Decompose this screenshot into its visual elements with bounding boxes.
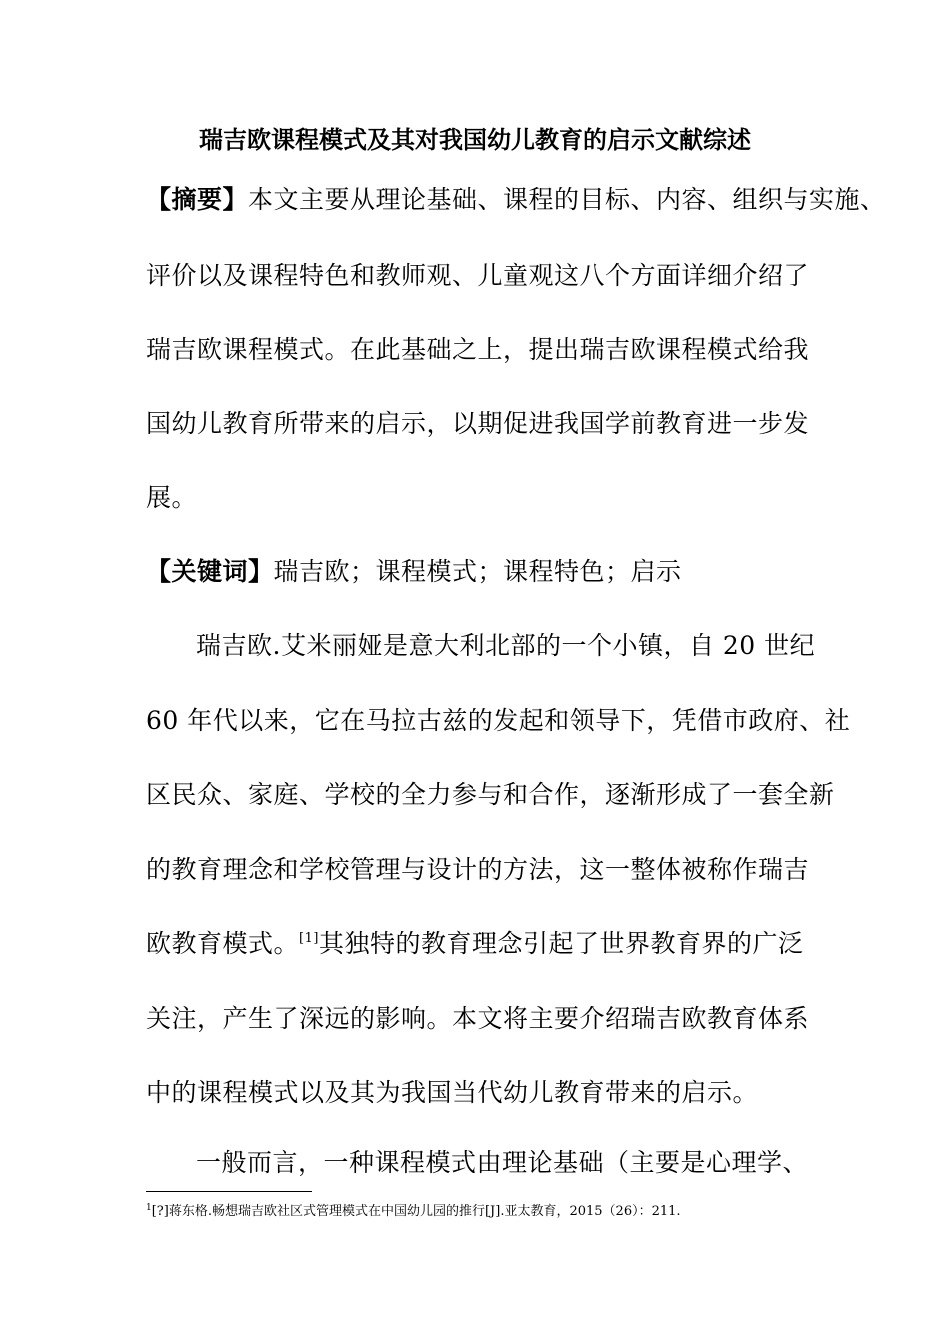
- para1-line-4: 的教育理念和学校管理与设计的方法，这一整体被称作瑞吉: [146, 855, 810, 884]
- abstract-line-5: 展。: [146, 483, 198, 512]
- footnote: [146, 1203, 681, 1221]
- keywords-text: 瑞吉欧；课程模式；课程特色；启示: [273, 557, 682, 586]
- para1-line-5a: 欧教育模式。: [146, 929, 300, 958]
- footnote-text: [?]蒋东格.畅想瑞吉欧社区式管理模式在中国幼儿园的推行[J].亚太教育，2015（26）：211.: [151, 1204, 681, 1219]
- para1-line-1: 瑞吉欧.艾米丽娅是意大利北部的一个小镇，自 20 世纪: [196, 631, 816, 660]
- para1-line-7: 中的课程模式以及其为我国当代幼儿教育带来的启示。: [146, 1078, 759, 1107]
- abstract-line-4: 国幼儿教育所带来的启示，以期促进我国学前教育进一步发: [146, 409, 810, 438]
- abstract-line-2: 评价以及课程特色和教师观、儿童观这八个方面详细介绍了: [146, 261, 810, 290]
- keywords-label: 【关键词】: [146, 557, 274, 586]
- para2-line-1: 一般而言，一种课程模式由理论基础（主要是心理学、: [196, 1148, 809, 1177]
- abstract-line-1: [146, 180, 886, 220]
- abstract-line-3: 瑞吉欧课程模式。在此基础之上，提出瑞吉欧课程模式给我: [146, 335, 810, 364]
- citation-ref[interactable]: [1]: [299, 931, 319, 946]
- para1-line-3: 区民众、家庭、学校的全力参与和合作，逐渐形成了一套全新: [146, 780, 835, 809]
- para1-line-5b: 其独特的教育理念引起了世界教育界的广泛: [318, 929, 804, 958]
- footnote-marker: 1: [146, 1203, 152, 1213]
- abstract-label: 【摘要】: [146, 185, 249, 214]
- para1-line-2: 60 年代以来，它在马拉古兹的发起和领导下，凭借市政府、社: [146, 706, 851, 735]
- para1-line-6: 关注，产生了深远的影响。本文将主要介绍瑞吉欧教育体系: [146, 1004, 810, 1033]
- keywords-line: [146, 552, 682, 592]
- footnote-separator: [146, 1191, 312, 1192]
- abstract-text: 本文主要从理论基础、课程的目标、内容、组织与实施、: [248, 185, 886, 214]
- document-title: 瑞吉欧课程模式及其对我国幼儿教育的启示文献综述: [199, 126, 751, 154]
- para1-line-5: [146, 924, 803, 964]
